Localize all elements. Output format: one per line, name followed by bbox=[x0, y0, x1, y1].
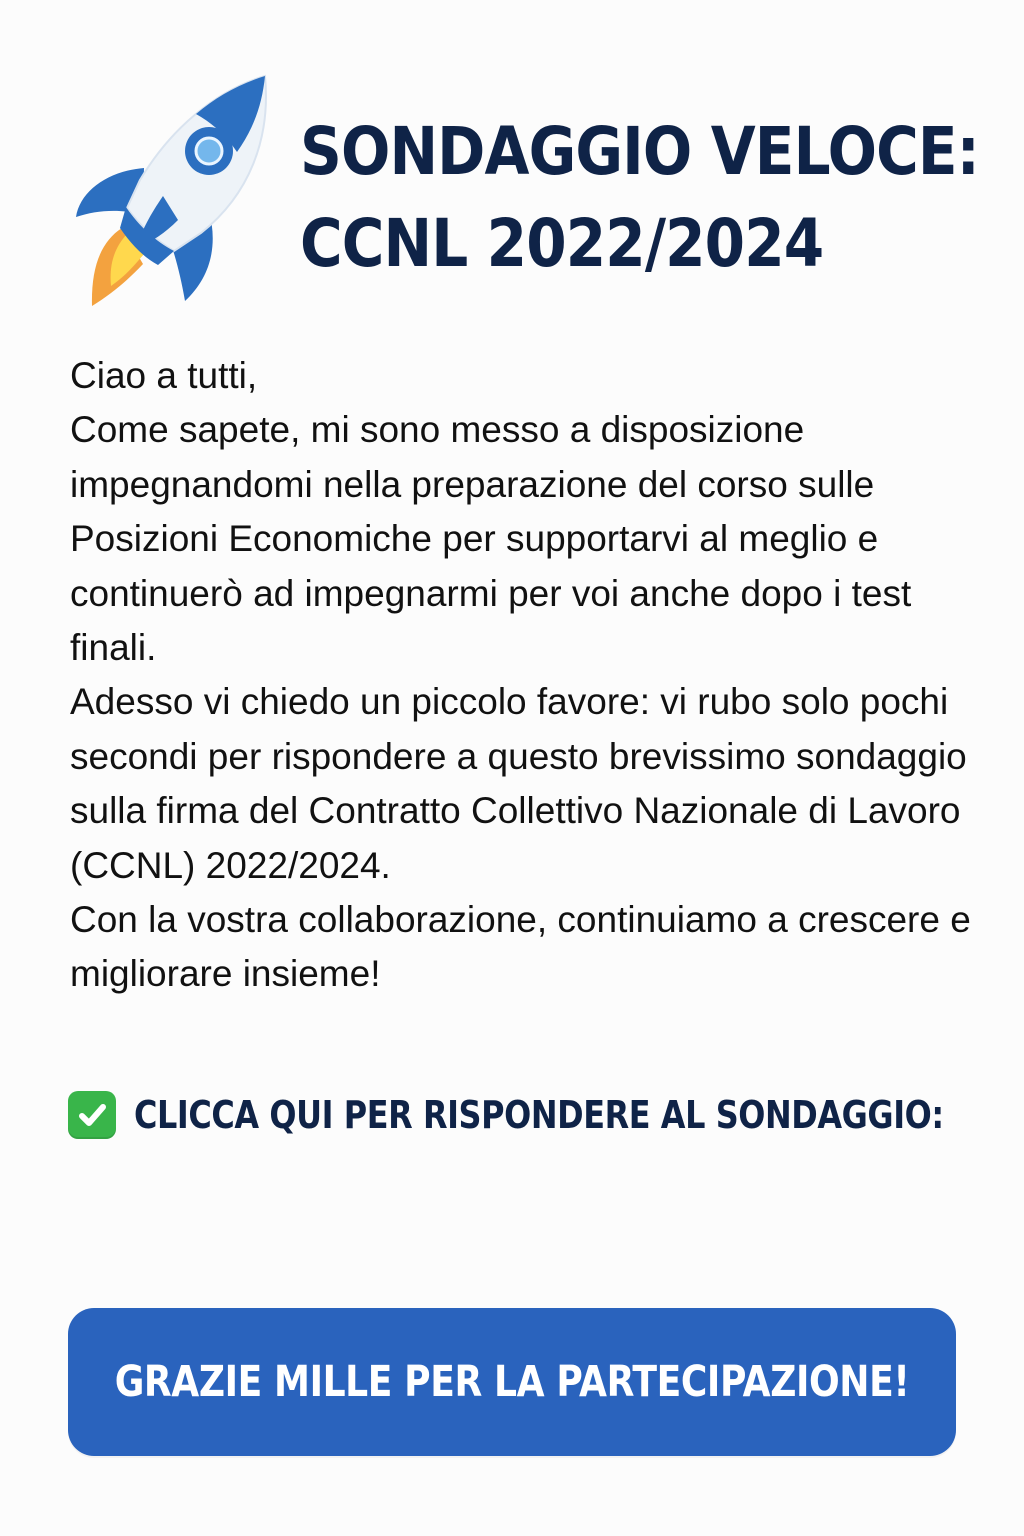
page-header bbox=[66, 70, 980, 320]
page-title bbox=[300, 106, 980, 290]
greeting-text: Ciao a tutti, bbox=[70, 355, 258, 396]
message-body bbox=[70, 349, 980, 1002]
check-mark-icon bbox=[68, 1091, 116, 1139]
intro-paragraph: Come sapete, mi sono messo a disposizione impegnandomi nella preparazione del corso sulle Posizioni Economiche per supportarvi al meglio e continuerò ad impegnarmi per voi anche dopo i test finali. bbox=[70, 409, 912, 669]
request-paragraph: Adesso vi chiedo un piccolo favore: vi rubo solo pochi secondi per rispondere a questo brevissimo sondaggio sulla firma del Contratto Collettivo Nazionale di Lavoro (CCNL) 2022/2024. bbox=[70, 681, 967, 886]
thanks-button[interactable] bbox=[68, 1308, 956, 1456]
title-line-1: SONDAGGIO VELOCE: bbox=[300, 113, 980, 190]
title-line-2: CCNL 2022/2024 bbox=[300, 205, 824, 282]
rocket-icon bbox=[66, 70, 276, 320]
survey-link[interactable] bbox=[68, 1089, 968, 1141]
thanks-button-label: GRAZIE MILLE PER LA PARTECIPAZIONE! bbox=[114, 1357, 910, 1407]
survey-link-label: CLICCA QUI PER RISPONDERE AL SONDAGGIO: bbox=[134, 1093, 944, 1137]
closing-paragraph: Con la vostra collaborazione, continuiamo a crescere e migliorare insieme! bbox=[70, 899, 971, 995]
